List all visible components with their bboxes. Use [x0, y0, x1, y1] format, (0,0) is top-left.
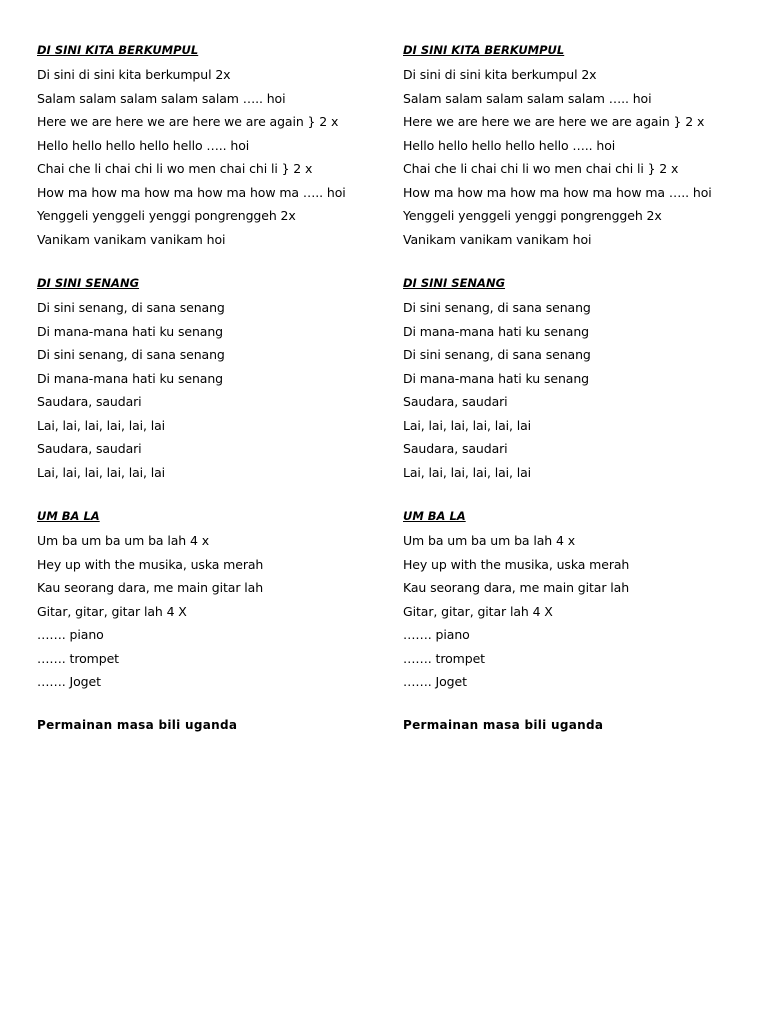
lyric-line: ……. piano	[403, 627, 470, 642]
lyric-line: Gitar, gitar, gitar lah 4 X	[37, 603, 187, 619]
right-column	[403, 42, 753, 733]
lyric-line: Di sini di sini kita berkumpul 2x	[37, 67, 231, 82]
lyric-line: Lai, lai, lai, lai, lai, lai	[403, 464, 532, 480]
lyric-line: Chai che li chai chi li wo men chai chi li } 2 x	[37, 161, 313, 176]
lyric-line: How ma how ma how ma how ma how ma ….. hoi	[37, 184, 346, 200]
lyric-line: Saudara, saudari	[37, 441, 142, 456]
song-section	[37, 275, 387, 484]
lyric-line: Kau seorang dara, me main gitar lah	[403, 580, 630, 595]
lyric-line: Um ba um ba um ba lah 4 x	[403, 533, 575, 548]
lyric-line: Di mana-mana hati ku senang	[403, 370, 590, 386]
lyric-line: Saudara, saudari	[37, 394, 142, 409]
lyric-line: Saudara, saudari	[403, 394, 508, 409]
game-footer-note: Permainan masa bili uganda	[403, 717, 604, 732]
song-section	[403, 42, 753, 251]
lyric-line: ……. Joget	[403, 674, 467, 689]
game-footer-note: Permainan masa bili uganda	[37, 717, 238, 732]
lyric-line: Hello hello hello hello hello ….. hoi	[403, 137, 616, 153]
lyric-line: Here we are here we are here we are again } 2 x	[37, 114, 339, 129]
lyric-line: Di sini senang, di sana senang	[37, 300, 225, 315]
lyric-line: Vanikam vanikam vanikam hoi	[403, 231, 592, 247]
lyric-line: Um ba um ba um ba lah 4 x	[37, 533, 209, 548]
lyric-line: Di mana-mana hati ku senang	[37, 323, 224, 339]
lyric-line: Hello hello hello hello hello ….. hoi	[37, 137, 250, 153]
lyric-line: Chai che li chai chi li wo men chai chi li } 2 x	[403, 161, 679, 176]
footer-spacer	[37, 694, 387, 717]
lyric-line: Hey up with the musika, uska merah	[403, 556, 630, 572]
lyric-line: Salam salam salam salam salam ….. hoi	[403, 90, 652, 106]
lyric-line: Salam salam salam salam salam ….. hoi	[37, 90, 286, 106]
song-section	[403, 508, 753, 694]
lyric-line: Di sini di sini kita berkumpul 2x	[403, 67, 597, 82]
lyric-line: Saudara, saudari	[403, 441, 508, 456]
lyric-line: Hey up with the musika, uska merah	[37, 556, 264, 572]
left-column	[37, 42, 387, 733]
song-title: DI SINI SENANG	[403, 276, 506, 290]
lyric-line: Here we are here we are here we are again } 2 x	[403, 114, 705, 129]
lyric-line: Yenggeli yenggeli yenggi pongrenggeh 2x	[37, 208, 296, 223]
lyric-line: Lai, lai, lai, lai, lai, lai	[37, 464, 166, 480]
lyric-line: Di sini senang, di sana senang	[403, 347, 591, 362]
lyric-line: Di sini senang, di sana senang	[37, 347, 225, 362]
lyric-line: Di mana-mana hati ku senang	[403, 323, 590, 339]
song-title: UM BA LA	[403, 509, 466, 523]
song-title: DI SINI KITA BERKUMPUL	[37, 43, 199, 57]
lyric-line: ……. piano	[37, 627, 104, 642]
song-section	[37, 508, 387, 694]
song-section	[403, 275, 753, 484]
lyric-line: Di mana-mana hati ku senang	[37, 370, 224, 386]
song-title: UM BA LA	[37, 509, 100, 523]
footer-spacer	[403, 694, 753, 717]
lyric-line: Yenggeli yenggeli yenggi pongrenggeh 2x	[403, 208, 662, 223]
song-title: DI SINI KITA BERKUMPUL	[403, 43, 565, 57]
lyric-line: ……. trompet	[403, 650, 485, 666]
section-spacer	[403, 251, 753, 275]
lyric-line: Gitar, gitar, gitar lah 4 X	[403, 603, 553, 619]
section-spacer	[37, 484, 387, 508]
lyric-line: ……. trompet	[37, 650, 119, 666]
lyric-line: Lai, lai, lai, lai, lai, lai	[403, 417, 532, 433]
lyric-line: Vanikam vanikam vanikam hoi	[37, 231, 226, 247]
section-spacer	[37, 251, 387, 275]
song-section	[37, 42, 387, 251]
section-spacer	[403, 484, 753, 508]
lyric-line: How ma how ma how ma how ma how ma ….. hoi	[403, 184, 712, 200]
lyric-line: Kau seorang dara, me main gitar lah	[37, 580, 264, 595]
lyric-line: Lai, lai, lai, lai, lai, lai	[37, 417, 166, 433]
lyric-line: ……. Joget	[37, 674, 101, 689]
lyric-line: Di sini senang, di sana senang	[403, 300, 591, 315]
song-title: DI SINI SENANG	[37, 276, 140, 290]
